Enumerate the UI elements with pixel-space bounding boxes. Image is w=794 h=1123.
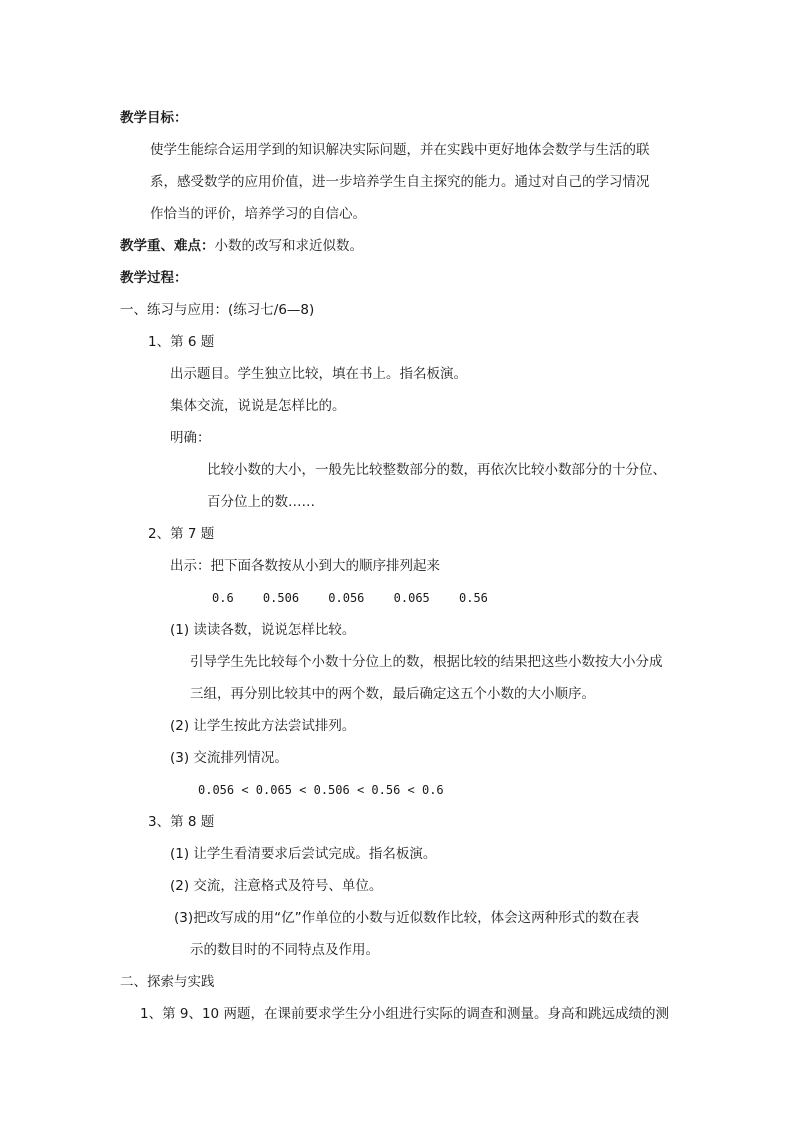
q8-step-3a: (3)把改写成的用“亿”作单位的小数与近似数作比较，体会这两种形式的数在表 xyxy=(174,910,640,926)
q7-guide-2: 三组，再分别比较其中的两个数，最后确定这五个小数的大小顺序。 xyxy=(190,686,595,702)
part2-line-1: 1、第 9、10 两题，在课前要求学生分小组进行实际的调查和测量。身高和跳远成绩的测 xyxy=(140,1006,669,1022)
q6-conclusion-2: 百分位上的数…… xyxy=(207,494,315,510)
q6-line-3: 明确： xyxy=(170,430,211,446)
q8-step-3b: 示的数目时的不同特点及作用。 xyxy=(190,942,379,958)
q7-step-2: (2) 让学生按此方法尝试排列。 xyxy=(170,718,356,734)
key-points xyxy=(120,236,363,256)
q7-guide-1: 引导学生先比较每个小数十分位上的数，根据比较的结果把这些小数按大小分成 xyxy=(190,654,663,670)
key-heading: 教学重、难点： xyxy=(120,238,215,254)
number-item: 0.6 xyxy=(212,591,234,605)
q7-prompt: 出示：把下面各数按从小到大的顺序排列起来 xyxy=(170,558,440,574)
q8-step-2: (2) 交流，注意格式及符号、单位。 xyxy=(170,878,383,894)
q6-line-2: 集体交流，说说是怎样比的。 xyxy=(170,398,346,414)
q7-result: 0.056 < 0.065 < 0.506 < 0.56 < 0.6 xyxy=(198,783,444,797)
goal-heading: 教学目标： xyxy=(120,110,188,126)
q8-step-1: (1) 让学生看清要求后尝试完成。指名板演。 xyxy=(170,846,437,862)
number-item: 0.056 xyxy=(328,591,365,605)
q6-line-1: 出示题目。学生独立比较，填在书上。指名板演。 xyxy=(170,366,467,382)
number-item: 0.065 xyxy=(393,591,430,605)
q7-numbers xyxy=(212,588,510,608)
q8-title: 3、第 8 题 xyxy=(148,814,215,830)
key-text: 小数的改写和求近似数。 xyxy=(214,238,363,254)
goal-line-1: 使学生能综合运用学到的知识解决实际问题，并在实践中更好地体会数学与生活的联 xyxy=(150,142,650,158)
part1-title: 一、练习与应用：(练习七/6—8) xyxy=(120,302,315,318)
process-heading: 教学过程： xyxy=(120,270,188,286)
goal-line-3: 作恰当的评价，培养学习的自信心。 xyxy=(150,206,366,222)
q7-title: 2、第 7 题 xyxy=(148,526,215,542)
goal-line-2: 系，感受数学的应用价值，进一步培养学生自主探究的能力。通过对自己的学习情况 xyxy=(150,174,650,190)
q6-title: 1、第 6 题 xyxy=(148,334,215,350)
number-item: 0.56 xyxy=(459,591,488,605)
q7-step-3: (3) 交流排列情况。 xyxy=(170,750,288,766)
q6-conclusion-1: 比较小数的大小，一般先比较整数部分的数，再依次比较小数部分的十分位、 xyxy=(207,462,666,478)
part2-title: 二、探索与实践 xyxy=(120,974,215,990)
number-item: 0.506 xyxy=(262,591,300,605)
q7-step-1: (1) 读读各数，说说怎样比较。 xyxy=(170,622,356,638)
